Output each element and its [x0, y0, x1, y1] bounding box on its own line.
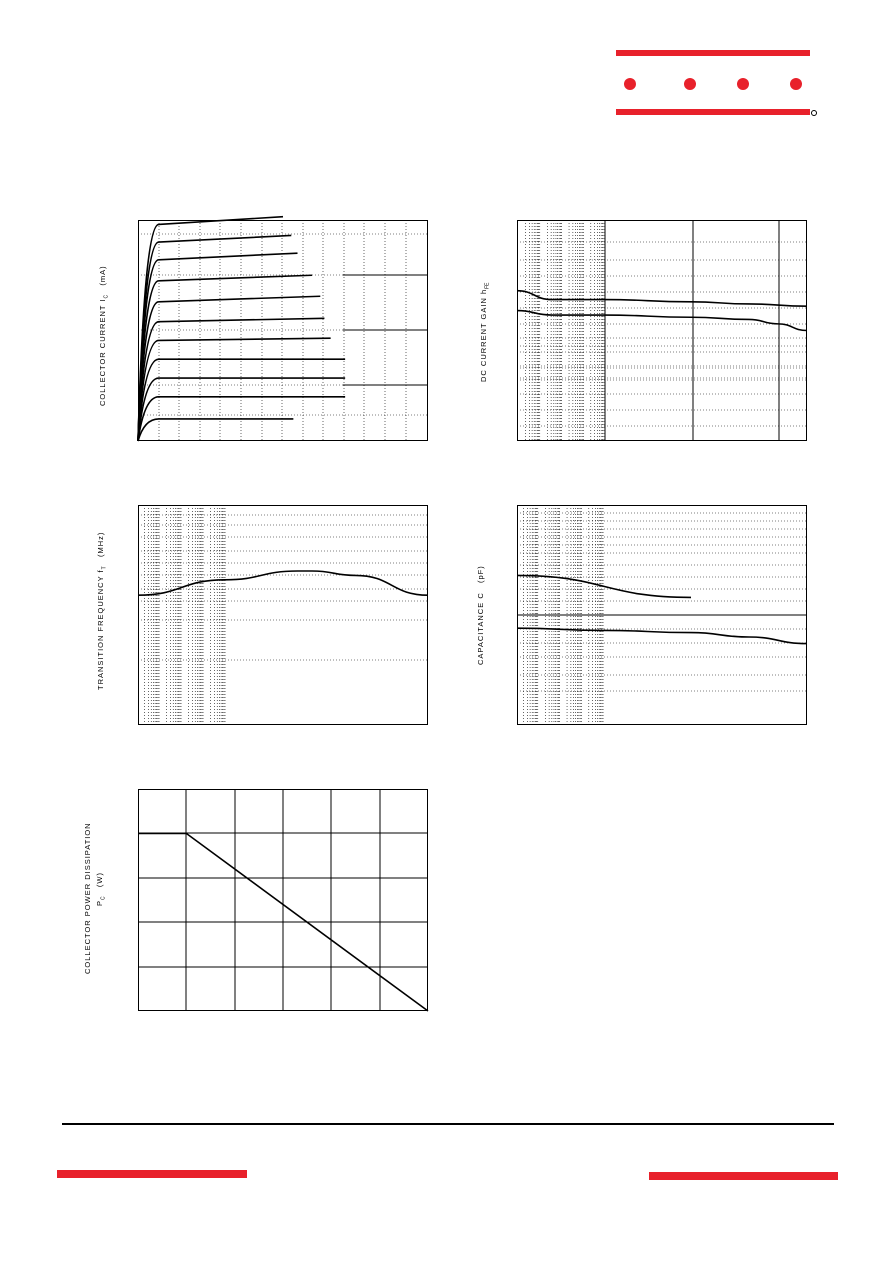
ic-curve-1	[138, 419, 293, 441]
brand-logo	[614, 48, 820, 118]
ic-curve-4	[138, 359, 345, 441]
chart-frame	[518, 221, 807, 441]
capacitance-chart	[517, 505, 807, 725]
chart-frame	[139, 506, 428, 725]
registered-mark-icon	[811, 110, 817, 116]
ic-curve-11	[138, 217, 283, 441]
footer-left-bar	[57, 1170, 247, 1178]
power-dissipation-ylabel-line2: $P_C$ (W)	[95, 872, 107, 906]
ic-curve-3	[138, 378, 345, 441]
power-dissipation-ylabel-line1: COLLECTOR POWER DISSIPATION	[83, 822, 92, 974]
ic-curve-5	[138, 338, 331, 441]
hfe-ic-chart	[517, 220, 807, 441]
ic-vce-chart	[138, 220, 428, 441]
ic-vce-ylabel: COLLECTOR CURRENT $I_C$ (mA)	[98, 265, 110, 406]
ft-curve	[138, 571, 428, 595]
power-dissipation-chart	[138, 789, 428, 1011]
logo-top-bar	[616, 50, 810, 56]
capacitance-curve-2	[517, 628, 807, 643]
logo-dot-2	[684, 78, 696, 90]
logo-dot-4	[790, 78, 802, 90]
ic-curve-6	[138, 318, 324, 441]
ft-ic-chart	[138, 505, 428, 725]
hfe-ic-ylabel: DC CURRENT GAIN $h_{FE}$	[479, 282, 491, 382]
footer-divider	[62, 1123, 834, 1125]
ft-ic-ylabel: TRANSITION FREQUENCY $f_T$ (MHz)	[96, 531, 108, 690]
capacitance-ylabel: CAPACITANCE C (pF)	[476, 565, 485, 665]
capacitance-curve-1	[517, 575, 691, 597]
logo-dot-1	[624, 78, 636, 90]
logo-dot-3	[737, 78, 749, 90]
ic-curve-10	[138, 235, 291, 441]
logo-bottom-bar	[616, 109, 810, 115]
footer-right-bar	[649, 1172, 838, 1180]
